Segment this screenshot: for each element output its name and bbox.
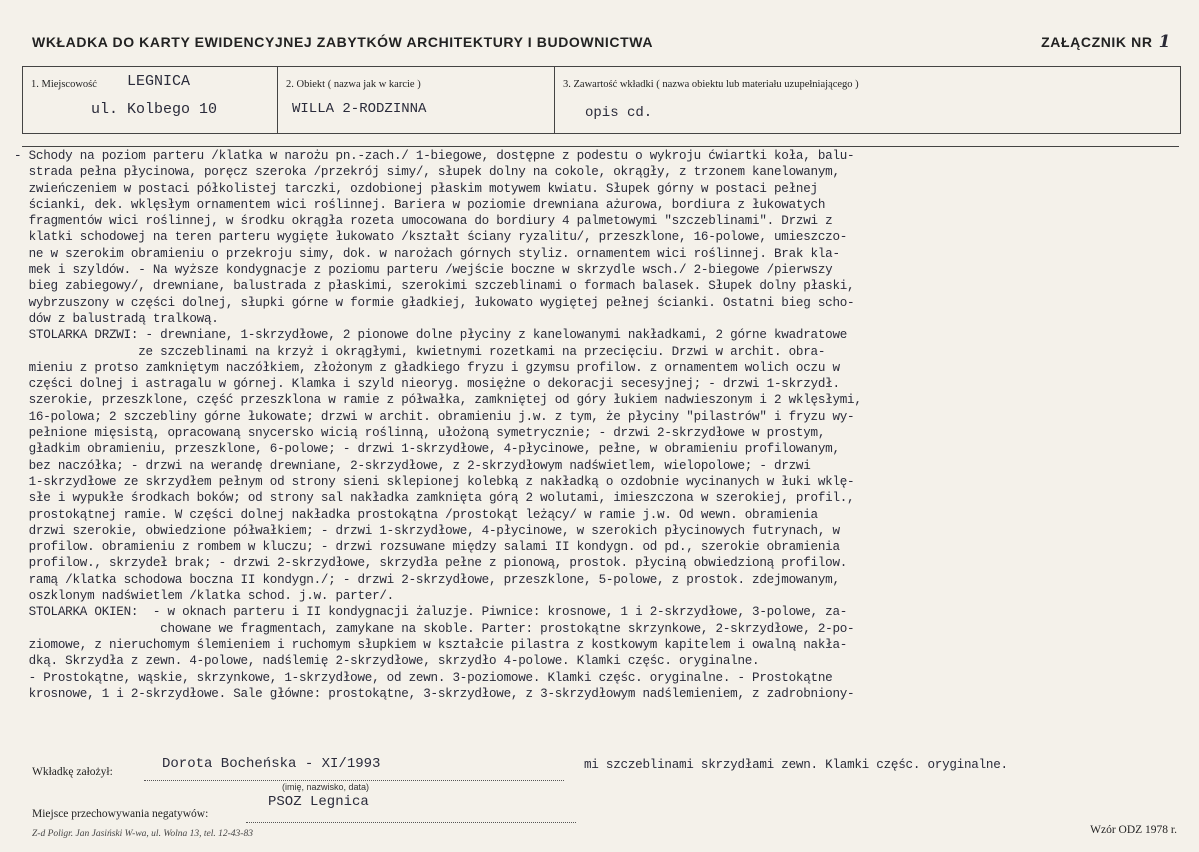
description-line: ścianki, dek. wklęsłym ornamentem wici roślinnej. Bariera w poziomie drewniana ażurowa, bordiura z łukowatych xyxy=(14,197,826,212)
description-line: części dolnej i astragalu w górnej. Klamka i szyld nieoryg. mosiężne o dekoracji secesyjnej; - drzwi 1-skrzydł. xyxy=(14,377,840,392)
content-label: 3. Zawartość wkładki ( nazwa obiektu lub materiału uzupełniającego ) xyxy=(563,79,859,90)
description-line: fragmentów wici roślinnej, w środku okrągła rozeta umocowana do bordiury 4 palmetowymi "szczeblinami". Drzwi z xyxy=(14,214,833,229)
description-line: ramą /klatka schodowa boczna II kondygn./; - drzwi 2-skrzydłowe, przeszklone, 5-polowe, z prostok. zdejmowanym, xyxy=(14,572,840,587)
description-line: dką. Skrzydła z zewn. 4-polowe, nadślemię 2-skrzydłowe, skrzydło 4-polowe. Klamki częśc. oryginalne. xyxy=(14,654,760,669)
description-line: oszklonym nadświetlem /klatka schod. j.w. parter/. xyxy=(14,589,394,604)
description-line: wybrzuszony w części dolnej, słupki górne w formie gładkiej, łukowato wygiętej pełnej ścianki. Ostatni bieg scho- xyxy=(14,295,855,310)
description-line: słe i wypukłe środkach boków; od strony sal nakładka zamknięta górą 2 wolutami, imieszczona w szerokiej, profil., xyxy=(14,491,855,506)
description-line: profilow., skrzydeł brak; - drzwi 2-skrzydłowe, skrzydła pełne z pionową, prostok. płyciną obwiedzioną profilow. xyxy=(14,556,848,571)
negatives-label: Miejsce przechowywania negatywów: xyxy=(32,808,209,820)
form-model: Wzór ODZ 1978 r. xyxy=(1090,824,1177,836)
description-line: mieniu z protso zamkniętym naczółkiem, złożonym z gładkiego fryzu i gzymsu profilow. z ornamentem wolich oczu w xyxy=(14,360,840,375)
form-title: WKŁADKA DO KARTY EWIDENCYJNEJ ZABYTKÓW ARCHITEKTURY I BUDOWNICTWA xyxy=(32,34,654,50)
description-text xyxy=(14,148,1192,702)
author-value: Dorota Bocheńska - XI/1993 xyxy=(162,756,381,772)
description-line: mek i szyldów. - Na wyższe kondygnacje z poziomu parteru /wejście boczne w skrzydle wsch./ 2-biegowe /pierwszy xyxy=(14,263,833,278)
annex-label-text: ZAŁĄCZNIK NR xyxy=(1041,34,1153,50)
description-line: drzwi szerokie, obwiedzione półwałkiem; - drzwi 1-skrzydłowe, 4-płycinowe, w szerokich płycinowych futrynach, w xyxy=(14,523,840,538)
object-label: 2. Obiekt ( nazwa jak w karcie ) xyxy=(286,79,421,90)
description-line: - Prostokątne, wąskie, skrzynkowe, 1-skrzydłowe, od zewn. 3-poziomowe. Klamki częśc. oryginalne. - Prostokątne xyxy=(14,670,833,685)
description-line: ziomowe, z nieruchomym ślemieniem i ruchomym słupkiem w kształcie pilastra z kostkowym kapitelem i owalną nakła- xyxy=(14,637,848,652)
description-line: 16-polowa; 2 szczebliny górne łukowate; drzwi w archit. obramieniu j.w. z tym, że płyciny "pilastrów" i fryzu wy- xyxy=(14,409,855,424)
divider-rule xyxy=(22,146,1179,147)
description-line: gładkim obramieniu, przeszklone, 6-polowe; - drzwi 1-skrzydłowe, 4-płycinowe, pełne, w obramieniu profilowanym, xyxy=(14,442,840,457)
locality-label: 1. Miejscowość xyxy=(31,79,97,90)
description-line: szerokie, przeszklone, część przeszklona w ramie z półwałka, zamkniętej od góry łukiem nadwieszonym i 2 wklęsłymi, xyxy=(14,393,862,408)
description-line: ne w szerokim obramieniu o przekroju simy, dok. w narożach górnych styliz. ornamentem wici roślinnej. Brak kla- xyxy=(14,246,840,261)
annex-number: 1 xyxy=(1158,32,1171,52)
content-cell xyxy=(554,67,1181,133)
description-line: bieg zabiegowy/, drewniane, balustrada z płaskimi, szerokimi szczeblinami o formach balasek. Słupek dolny płaski, xyxy=(14,279,855,294)
description-line: STOLARKA DRZWI: - drewniane, 1-skrzydłowe, 2 pionowe dolne płyciny z kanelowanymi nakładkami, 2 górne kwadratowe xyxy=(14,328,848,343)
description-line: STOLARKA OKIEN: - w oknach parteru i II kondygnacji żaluzje. Piwnice: krosnowe, 1 i 2-skrzydłowe, 3-polowe, za- xyxy=(14,605,848,620)
address-value: ul. Kolbego 10 xyxy=(91,101,218,118)
description-line: zwieńczeniem w postaci półkolistej tarczki, ozdobionej płaskim motywem kwiatu. Słupek górny w postaci pełnej xyxy=(14,181,818,196)
object-cell xyxy=(277,67,555,133)
description-line: chowane we fragmentach, zamykane na skoble. Parter: prostokątne skrzynkowe, 2-skrzydłowe, 2-po- xyxy=(14,621,855,636)
description-line: strada pełna płycinowa, poręcz szeroka /przekrój simy/, słupek dolny na cokole, okrągły, z trzonem kanelowanym, xyxy=(14,165,840,180)
description-line: 1-skrzydłowe ze skrzydłem pełnym od strony sieni sklepionej kolebką z nakładką o ozdobnie wycinanych w łuki wklę- xyxy=(14,474,855,489)
locality-cell xyxy=(23,67,277,133)
negatives-dotted-line xyxy=(246,822,576,823)
description-line: dów z balustradą tralkową. xyxy=(14,311,219,326)
description-line: krosnowe, 1 i 2-skrzydłowe. Sale główne: prostokątne, 3-skrzydłowe, z 3-skrzydłowym nadślemieniem, z zadrobniony- xyxy=(14,686,855,701)
negatives-value: PSOZ Legnica xyxy=(268,794,369,810)
description-line: klatki schodowej na teren parteru wygięte łukowato /kształt ściany ryzalitu/, przeszklone, 16-polowe, umieszczo- xyxy=(14,230,848,245)
object-value: WILLA 2-RODZINNA xyxy=(292,101,427,117)
header-table xyxy=(22,66,1181,134)
description-line: prostokątnej ramie. W części dolnej nakładka prostokątna /prostokąt leżący/ w ramie j.w. Od wewn. obramienia xyxy=(14,507,818,522)
content-value: opis cd. xyxy=(585,105,653,121)
description-tail-line: mi szczeblinami skrzydłami zewn. Klamki częśc. oryginalne. xyxy=(584,758,1008,772)
description-line: profilow. obramieniu z rombem w kluczu; - drzwi rozsuwane między salami II kondygn. od pd., szerokie obramienia xyxy=(14,540,840,555)
annex-label xyxy=(1041,32,1171,52)
locality-value: LEGNICA xyxy=(127,73,191,90)
description-line: - Schody na poziom parteru /klatka w narożu pn.-zach./ 1-biegowe, dostępne z podestu o wykroju ćwiartki koła, balu- xyxy=(14,149,855,163)
author-dotted-line xyxy=(144,780,564,781)
author-hint: (imię, nazwisko, data) xyxy=(282,782,370,792)
description-line: ze szczeblinami na krzyż i okrągłymi, kwietnymi rozetkami na przecięciu. Drzwi w archit. obra- xyxy=(14,344,826,359)
description-line: bez naczółka; - drzwi na werandę drewniane, 2-skrzydłowe, z 2-skrzydłowym nadświetlem, wielopolowe; - drzwi xyxy=(14,458,811,473)
description-line: pełnione mięsistą, opracowaną snycersko wicią roślinną, ułożoną symetrycznie; - drzwi 2-skrzydłowe w prostym, xyxy=(14,426,826,441)
author-label: Wkładkę założył: xyxy=(32,766,113,778)
printer-imprint: Z-d Poligr. Jan Jasiński W-wa, ul. Wolna 13, tel. 12-43-83 xyxy=(32,829,253,839)
